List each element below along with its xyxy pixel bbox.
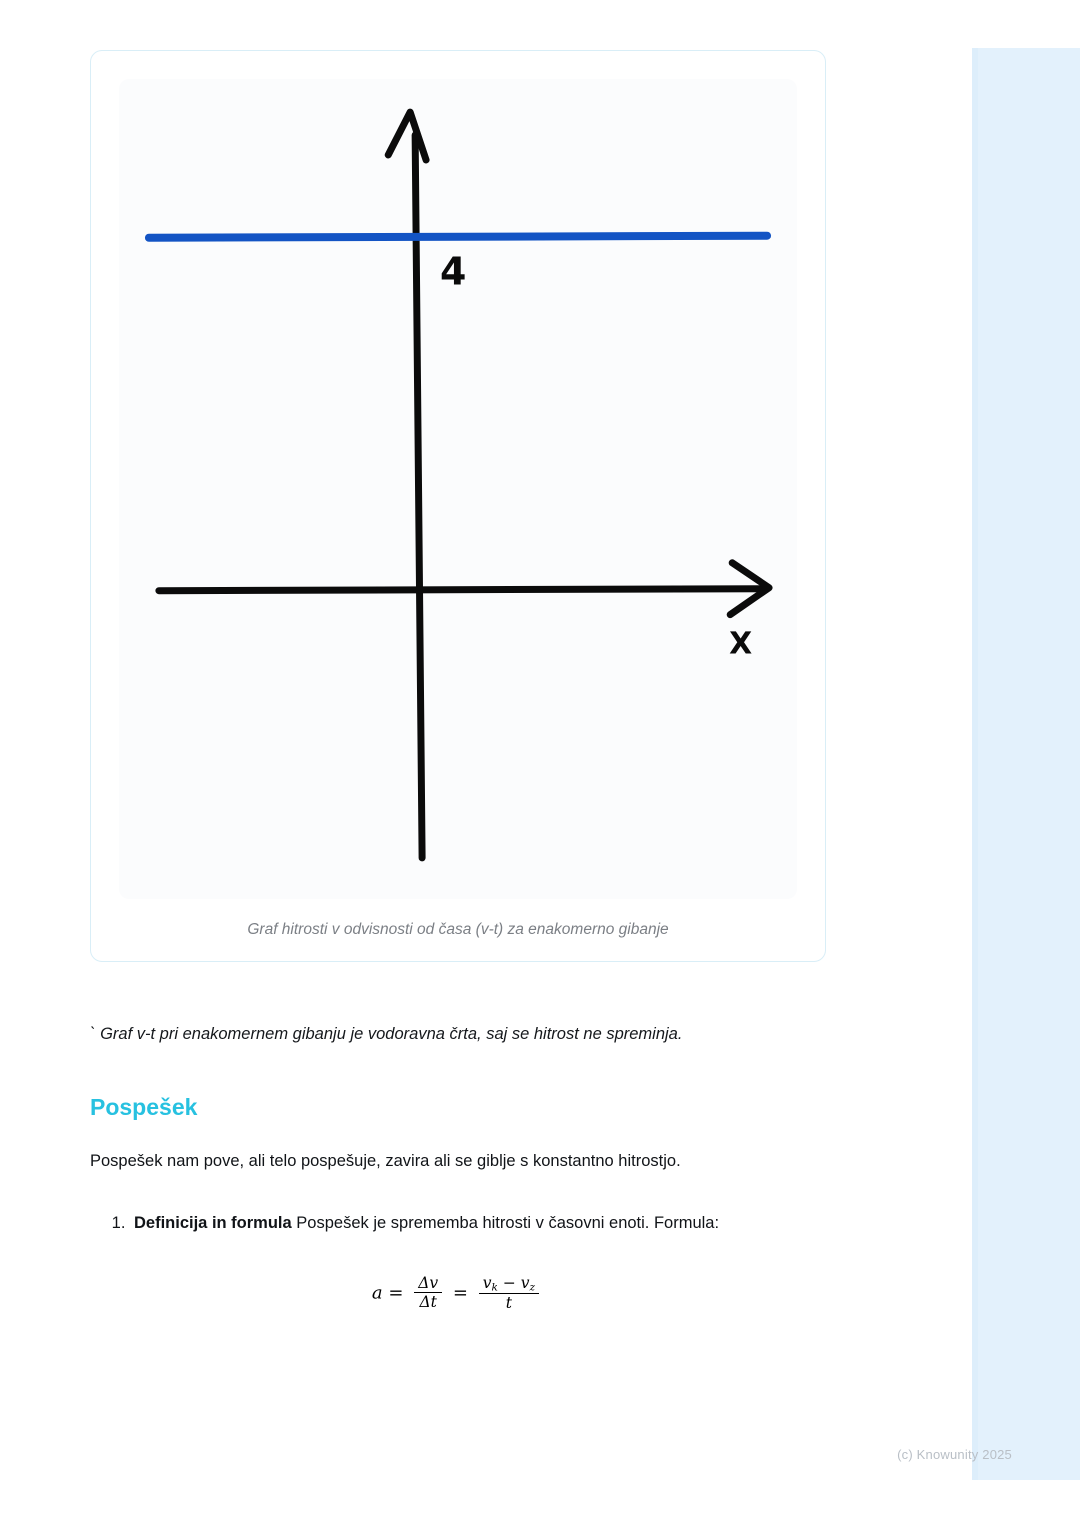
y-axis-line xyxy=(415,135,422,858)
figure-card xyxy=(90,50,826,962)
formula-vk-v: v xyxy=(482,1273,492,1292)
formula-num-2 xyxy=(479,1274,539,1294)
watermark: (c) Knowunity 2025 xyxy=(897,1447,1012,1462)
formula-equals: = xyxy=(388,1281,404,1303)
definition-list xyxy=(90,1207,826,1239)
document-content xyxy=(90,50,826,1312)
formula-vz-v: v xyxy=(520,1273,530,1292)
x-axis-label: X xyxy=(729,626,753,662)
y-axis-arrowhead xyxy=(388,112,426,160)
right-decorative-band xyxy=(972,48,1080,1480)
figure-caption: Graf hitrosti v odvisnosti od časa (v-t) za enakomerno gibanje xyxy=(247,921,669,938)
formula-minus: − xyxy=(502,1273,516,1292)
section-title-pospesek: Pospešek xyxy=(90,1094,198,1121)
formula-block xyxy=(90,1274,826,1313)
graph-figure xyxy=(119,79,797,899)
right-decorative-band-inner xyxy=(978,48,1080,1480)
constant-velocity-line xyxy=(149,236,767,238)
list-item-bold-label: Definicija in formula xyxy=(134,1214,292,1233)
value-label-4: 4 xyxy=(440,249,467,294)
graph-note-text: Graf v-t pri enakomernem gibanju je vodoravna črta, saj se hitrost ne spreminja. xyxy=(100,1025,683,1043)
formula-den-2: t xyxy=(479,1293,539,1312)
x-axis-line xyxy=(159,589,762,591)
backtick-mark: ` xyxy=(90,1025,96,1043)
formula-num-1: Δv xyxy=(418,1274,439,1293)
formula-vz-sub: z xyxy=(529,1281,536,1294)
formula-fraction-2 xyxy=(479,1274,539,1313)
formula-den-1: Δt xyxy=(414,1292,442,1311)
list-item xyxy=(130,1207,826,1239)
formula-equals-2: = xyxy=(452,1281,468,1303)
formula-a: a xyxy=(371,1281,383,1303)
section-intro-paragraph: Pospešek nam pove, ali telo pospešuje, zavira ali se giblje s konstantno hitrostjo. xyxy=(90,1152,681,1171)
formula-vk-sub: k xyxy=(491,1281,498,1294)
formula-fraction-1 xyxy=(414,1274,442,1311)
graph-note xyxy=(90,1018,826,1050)
list-item-text: Pospešek je sprememba hitrosti v časovni enoti. Formula: xyxy=(296,1214,720,1233)
acceleration-formula xyxy=(372,1274,544,1313)
velocity-time-graph-svg xyxy=(119,79,797,899)
